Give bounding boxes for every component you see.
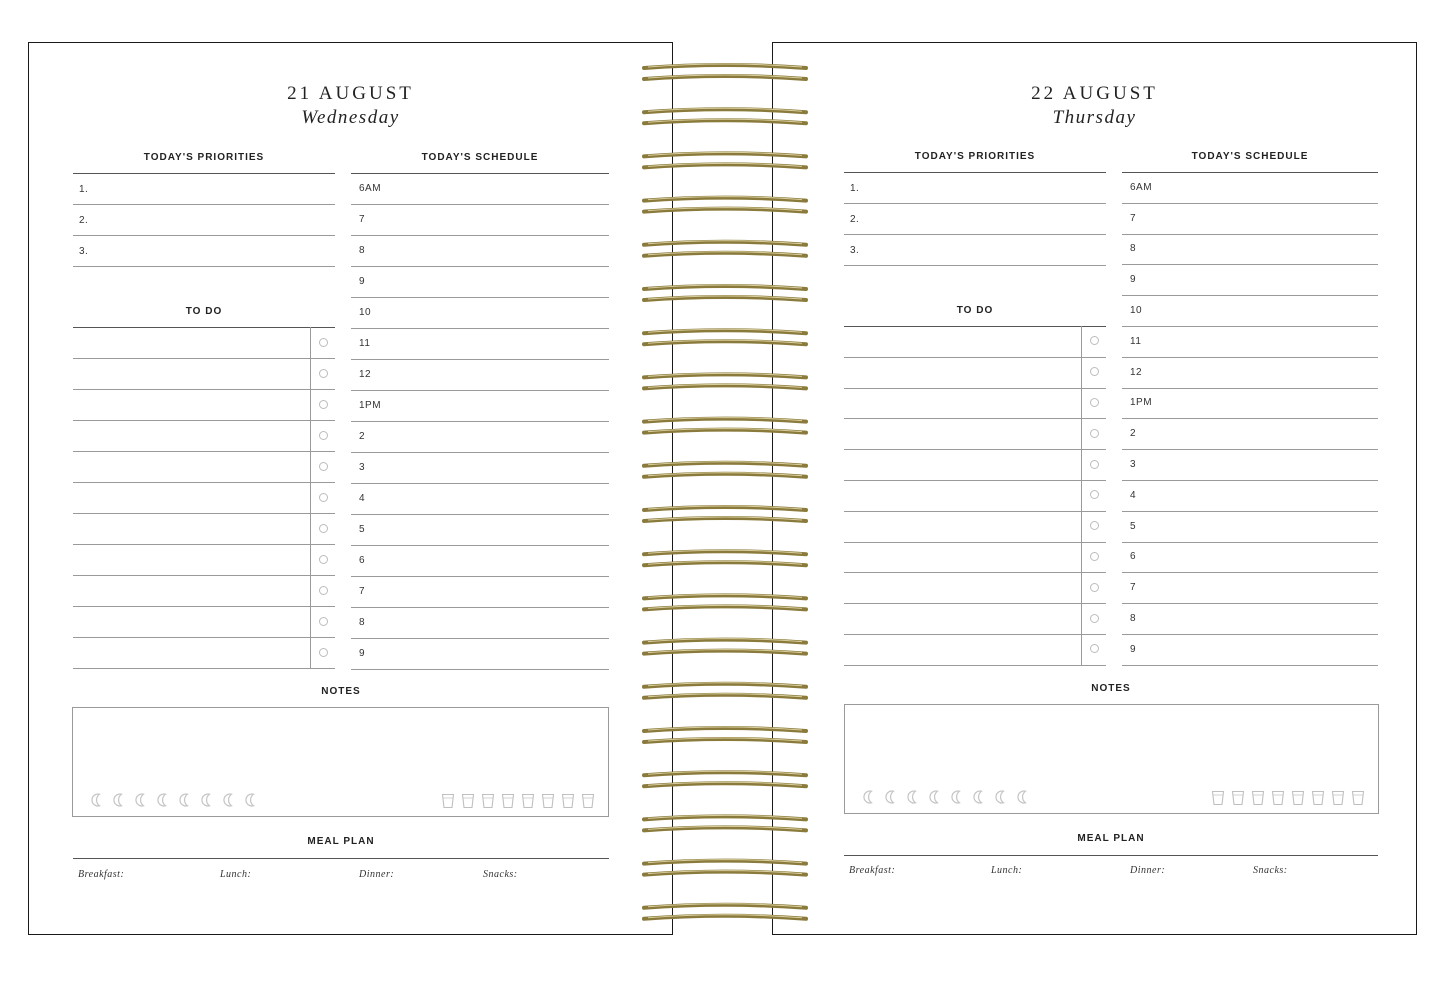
todo-line[interactable] — [73, 513, 335, 514]
schedule-line[interactable] — [351, 266, 609, 267]
planner-page-left — [28, 42, 673, 935]
page-weekday: Thursday — [1052, 107, 1137, 128]
schedule-header-rule — [1122, 172, 1378, 173]
schedule-line[interactable] — [1122, 326, 1378, 327]
priorities-title: TODAY'S PRIORITIES — [143, 152, 265, 163]
water-cup-icon[interactable] — [520, 793, 536, 809]
crescent-moon-icon[interactable] — [948, 789, 966, 805]
schedule-line[interactable] — [351, 607, 609, 608]
crescent-moon-icon[interactable] — [904, 789, 922, 805]
schedule-hour-label: 12 — [359, 369, 372, 380]
priority-line[interactable] — [73, 266, 335, 267]
schedule-line[interactable] — [351, 669, 609, 670]
priority-number: 1. — [79, 184, 89, 195]
schedule-line[interactable] — [351, 576, 609, 577]
meal-snacks-label: Snacks: — [1253, 865, 1288, 876]
schedule-hour-label: 6AM — [359, 183, 382, 194]
checkbox-circle-icon[interactable] — [319, 555, 328, 564]
schedule-hour-label: 11 — [359, 338, 371, 349]
todo-header-rule — [844, 326, 1106, 327]
crescent-moon-icon[interactable] — [860, 789, 878, 805]
schedule-hour-label: 3 — [1130, 459, 1137, 470]
water-cup-icon[interactable] — [560, 793, 576, 809]
priority-number: 3. — [850, 245, 860, 256]
schedule-hour-label: 9 — [359, 648, 366, 659]
water-cup-icon[interactable] — [540, 793, 556, 809]
priority-line[interactable] — [844, 265, 1106, 266]
schedule-hour-label: 8 — [359, 245, 366, 256]
schedule-line[interactable] — [1122, 357, 1378, 358]
crescent-moon-icon[interactable] — [132, 792, 150, 808]
water-cup-icon[interactable] — [1270, 790, 1286, 806]
schedule-hour-label: 2 — [359, 431, 366, 442]
schedule-line[interactable] — [351, 514, 609, 515]
schedule-line[interactable] — [351, 328, 609, 329]
schedule-line[interactable] — [1122, 665, 1378, 666]
schedule-hour-label: 9 — [359, 276, 366, 287]
schedule-hour-label: 9 — [1130, 643, 1137, 655]
checkbox-circle-icon[interactable] — [319, 586, 328, 595]
priorities-title: TODAY'S PRIORITIES — [914, 151, 1036, 162]
todo-line[interactable] — [844, 449, 1106, 450]
schedule-line[interactable] — [1122, 234, 1378, 235]
schedule-hour-label: 2 — [1130, 428, 1137, 440]
crescent-moon-icon[interactable] — [926, 789, 944, 805]
water-cup-icon[interactable] — [1350, 790, 1366, 806]
schedule-hour-label: 7 — [359, 586, 366, 597]
priorities-header-rule — [844, 172, 1106, 173]
checkbox-circle-icon[interactable] — [1090, 644, 1099, 653]
meal-dinner-label: Dinner: — [1130, 865, 1166, 876]
todo-line[interactable] — [73, 451, 335, 452]
planner-page-right — [772, 42, 1417, 935]
schedule-hour-label: 11 — [1130, 335, 1142, 347]
water-cup-icon[interactable] — [460, 793, 476, 809]
meal-snacks-label: Snacks: — [483, 869, 518, 880]
schedule-hour-label: 8 — [359, 617, 366, 628]
priority-line[interactable] — [844, 203, 1106, 204]
priority-line[interactable] — [73, 204, 335, 205]
crescent-moon-icon[interactable] — [198, 792, 216, 808]
crescent-moon-icon[interactable] — [992, 789, 1010, 805]
crescent-moon-icon[interactable] — [220, 792, 238, 808]
schedule-line[interactable] — [1122, 418, 1378, 419]
todo-line[interactable] — [844, 665, 1106, 666]
todo-checkbox-divider — [310, 327, 311, 668]
meal-dinner-label: Dinner: — [359, 869, 395, 880]
schedule-hour-label: 7 — [1130, 582, 1137, 594]
schedule-hour-label: 10 — [1130, 305, 1143, 316]
checkbox-circle-icon[interactable] — [319, 462, 328, 471]
spiral-binding-coil — [640, 58, 810, 928]
todo-title: TO DO — [185, 306, 223, 317]
schedule-hour-label: 3 — [359, 462, 366, 473]
notes-title: NOTES — [321, 686, 361, 697]
schedule-hour-label: 6 — [359, 555, 366, 566]
meal-plan-title: MEAL PLAN — [307, 836, 375, 847]
schedule-line[interactable] — [1122, 542, 1378, 543]
schedule-line[interactable] — [351, 235, 609, 236]
page-date: 21 AUGUST — [287, 83, 414, 104]
schedule-line[interactable] — [351, 545, 609, 546]
water-cup-icon[interactable] — [440, 793, 456, 809]
page-weekday: Wednesday — [301, 107, 400, 128]
checkbox-circle-icon[interactable] — [319, 524, 328, 533]
schedule-line[interactable] — [1122, 634, 1378, 635]
schedule-hour-label: 7 — [1130, 212, 1137, 224]
schedule-title: TODAY'S SCHEDULE — [421, 152, 539, 163]
todo-line[interactable] — [844, 480, 1106, 481]
schedule-hour-label: 5 — [1130, 520, 1137, 532]
schedule-line[interactable] — [1122, 480, 1378, 481]
checkbox-circle-icon[interactable] — [1090, 367, 1099, 376]
schedule-line[interactable] — [351, 452, 609, 453]
schedule-hour-label: 7 — [359, 214, 366, 225]
todo-line[interactable] — [73, 575, 335, 576]
priority-line[interactable] — [844, 234, 1106, 235]
crescent-moon-icon[interactable] — [154, 792, 172, 808]
priority-number: 2. — [850, 214, 860, 225]
todo-line[interactable] — [844, 357, 1106, 358]
page-date: 22 AUGUST — [1031, 83, 1158, 104]
todo-line[interactable] — [73, 420, 335, 421]
crescent-moon-icon[interactable] — [88, 792, 106, 808]
schedule-hour-label: 4 — [1130, 489, 1137, 501]
crescent-moon-icon[interactable] — [882, 789, 900, 805]
priority-number: 1. — [850, 183, 860, 194]
notes-box[interactable] — [72, 707, 609, 817]
checkbox-circle-icon[interactable] — [1090, 490, 1099, 499]
water-tracker — [440, 793, 596, 809]
checkbox-circle-icon[interactable] — [319, 338, 328, 347]
meal-breakfast-label: Breakfast: — [78, 869, 125, 880]
todo-line[interactable] — [844, 511, 1106, 512]
meal-plan-title: MEAL PLAN — [1077, 833, 1145, 844]
notes-title: NOTES — [1091, 683, 1131, 694]
checkbox-circle-icon[interactable] — [319, 369, 328, 378]
schedule-line[interactable] — [351, 390, 609, 391]
water-cup-icon[interactable] — [1250, 790, 1266, 806]
schedule-line[interactable] — [351, 483, 609, 484]
priority-number: 2. — [79, 215, 89, 226]
water-cup-icon[interactable] — [500, 793, 516, 809]
water-cup-icon[interactable] — [1210, 790, 1226, 806]
schedule-hour-label: 6AM — [1130, 181, 1153, 193]
crescent-moon-icon[interactable] — [1014, 789, 1032, 805]
checkbox-circle-icon[interactable] — [319, 617, 328, 626]
checkbox-circle-icon[interactable] — [319, 400, 328, 409]
meal-breakfast-label: Breakfast: — [849, 865, 896, 876]
checkbox-circle-icon[interactable] — [1090, 521, 1099, 530]
notes-box[interactable] — [844, 704, 1379, 814]
meal-lunch-label: Lunch: — [220, 869, 252, 880]
todo-line[interactable] — [844, 572, 1106, 573]
schedule-line[interactable] — [351, 204, 609, 205]
schedule-hour-label: 12 — [1130, 366, 1143, 378]
schedule-hour-label: 9 — [1130, 274, 1137, 286]
water-tracker — [1210, 790, 1366, 806]
todo-checkbox-divider — [1081, 326, 1082, 665]
water-cup-icon[interactable] — [480, 793, 496, 809]
water-cup-icon[interactable] — [1310, 790, 1326, 806]
crescent-moon-icon[interactable] — [242, 792, 260, 808]
schedule-hour-label: 10 — [359, 307, 372, 318]
schedule-line[interactable] — [351, 638, 609, 639]
sleep-tracker — [860, 789, 1032, 805]
schedule-line[interactable] — [1122, 264, 1378, 265]
schedule-line[interactable] — [1122, 603, 1378, 604]
todo-title: TO DO — [956, 305, 994, 316]
schedule-hour-label: 4 — [359, 493, 366, 504]
checkbox-circle-icon[interactable] — [319, 431, 328, 440]
schedule-hour-label: 1PM — [1130, 397, 1153, 409]
water-cup-icon[interactable] — [1230, 790, 1246, 806]
checkbox-circle-icon[interactable] — [319, 648, 328, 657]
todo-line[interactable] — [73, 668, 335, 669]
water-cup-icon[interactable] — [580, 793, 596, 809]
checkbox-circle-icon[interactable] — [319, 493, 328, 502]
todo-line[interactable] — [73, 389, 335, 390]
schedule-hour-label: 8 — [1130, 613, 1137, 624]
todo-line[interactable] — [844, 388, 1106, 389]
todo-line[interactable] — [73, 544, 335, 545]
todo-line[interactable] — [73, 606, 335, 607]
meal-plan-rule — [844, 855, 1378, 856]
schedule-line[interactable] — [351, 297, 609, 298]
water-cup-icon[interactable] — [1330, 790, 1346, 806]
checkbox-circle-icon[interactable] — [1090, 614, 1099, 623]
todo-header-rule — [73, 327, 335, 328]
schedule-hour-label: 1PM — [359, 400, 382, 411]
schedule-line[interactable] — [1122, 449, 1378, 450]
schedule-hour-label: 5 — [359, 524, 366, 535]
schedule-hour-label: 8 — [1130, 243, 1137, 255]
schedule-line[interactable] — [1122, 295, 1378, 296]
todo-line[interactable] — [73, 482, 335, 483]
schedule-line[interactable] — [1122, 511, 1378, 512]
todo-line[interactable] — [73, 637, 335, 638]
checkbox-circle-icon[interactable] — [1090, 552, 1099, 561]
schedule-line[interactable] — [1122, 203, 1378, 204]
crescent-moon-icon[interactable] — [970, 789, 988, 805]
todo-line[interactable] — [844, 603, 1106, 604]
schedule-header-rule — [351, 173, 609, 174]
schedule-line[interactable] — [1122, 388, 1378, 389]
crescent-moon-icon[interactable] — [176, 792, 194, 808]
checkbox-circle-icon[interactable] — [1090, 429, 1099, 438]
schedule-line[interactable] — [1122, 572, 1378, 573]
meal-lunch-label: Lunch: — [991, 865, 1023, 876]
schedule-hour-label: 6 — [1130, 551, 1137, 563]
schedule-line[interactable] — [351, 421, 609, 422]
todo-line[interactable] — [844, 542, 1106, 543]
priority-number: 3. — [79, 246, 89, 257]
sleep-tracker — [88, 792, 260, 808]
checkbox-circle-icon[interactable] — [1090, 336, 1099, 345]
priorities-header-rule — [73, 173, 335, 174]
todo-line[interactable] — [844, 418, 1106, 419]
schedule-line[interactable] — [351, 359, 609, 360]
schedule-title: TODAY'S SCHEDULE — [1191, 151, 1309, 162]
checkbox-circle-icon[interactable] — [1090, 583, 1099, 592]
todo-line[interactable] — [73, 358, 335, 359]
meal-plan-rule — [73, 858, 609, 859]
checkbox-circle-icon[interactable] — [1090, 460, 1099, 469]
priority-line[interactable] — [73, 235, 335, 236]
todo-line[interactable] — [844, 634, 1106, 635]
checkbox-circle-icon[interactable] — [1090, 398, 1099, 407]
crescent-moon-icon[interactable] — [110, 792, 128, 808]
water-cup-icon[interactable] — [1290, 790, 1306, 806]
